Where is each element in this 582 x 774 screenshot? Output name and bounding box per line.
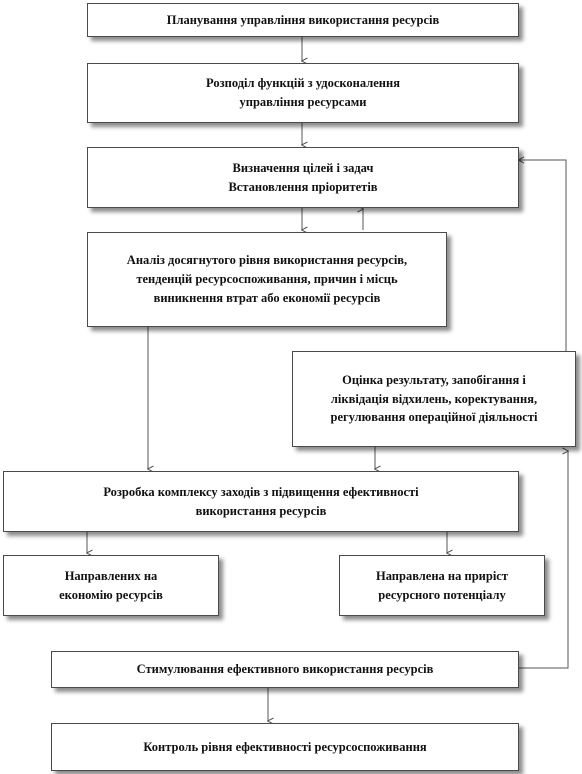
- box-growth-text-1: Направлена на приріст: [376, 568, 508, 583]
- box-analysis: [87, 232, 447, 327]
- box-analysis-text-1: Аналіз досягнутого рівня використання ресурсів,: [126, 253, 408, 268]
- box-development-text-2: використання ресурсів: [195, 503, 327, 518]
- box-distribution-text-2: управління ресурсами: [239, 95, 367, 109]
- box-planning: [87, 3, 519, 37]
- box-stimulation-text-1: Стимулювання ефективного використання ресурсів: [136, 662, 434, 677]
- feedback-evaluation-to-goals: [518, 160, 566, 351]
- box-planning-text-1: Планування управління використання ресурсів: [166, 12, 440, 27]
- box-goals-text-2: Встановлення пріоритетів: [228, 179, 378, 194]
- box-distribution: [87, 63, 519, 123]
- box-evaluation-text-2: ліквідація відхилень, коректування,: [330, 391, 538, 406]
- box-savings: [3, 555, 219, 616]
- box-evaluation-text-1: Оцінка результату, запобігання і: [342, 372, 526, 387]
- box-goals: [87, 147, 519, 208]
- box-stimulation: [51, 651, 519, 688]
- box-growth: [339, 555, 545, 616]
- box-growth-text-2: ресурсного потенціалу: [378, 587, 506, 602]
- box-distribution-text-1: Розподіл функцій з удосконалення: [206, 76, 400, 91]
- box-goals-text-1: Визначення цілей і задач: [232, 160, 374, 175]
- box-analysis-text-3: виникнення втрат або економії ресурсів: [153, 290, 381, 305]
- box-analysis-text-2: тенденцій ресурсоспоживання, причин і місць: [136, 272, 398, 287]
- box-control-text-1: Контроль рівня ефективності ресурсоспоживання: [143, 739, 427, 754]
- box-development-text-1: Розробка комплексу заходів з підвищення ефективності: [103, 484, 419, 499]
- box-savings-text-2: економію ресурсів: [59, 587, 163, 602]
- box-development: [3, 471, 519, 532]
- box-evaluation: [292, 351, 576, 447]
- box-control: [51, 723, 519, 771]
- box-savings-text-1: Направлених на: [64, 568, 158, 583]
- box-evaluation-text-3: регулювання операційної діяльності: [330, 410, 538, 425]
